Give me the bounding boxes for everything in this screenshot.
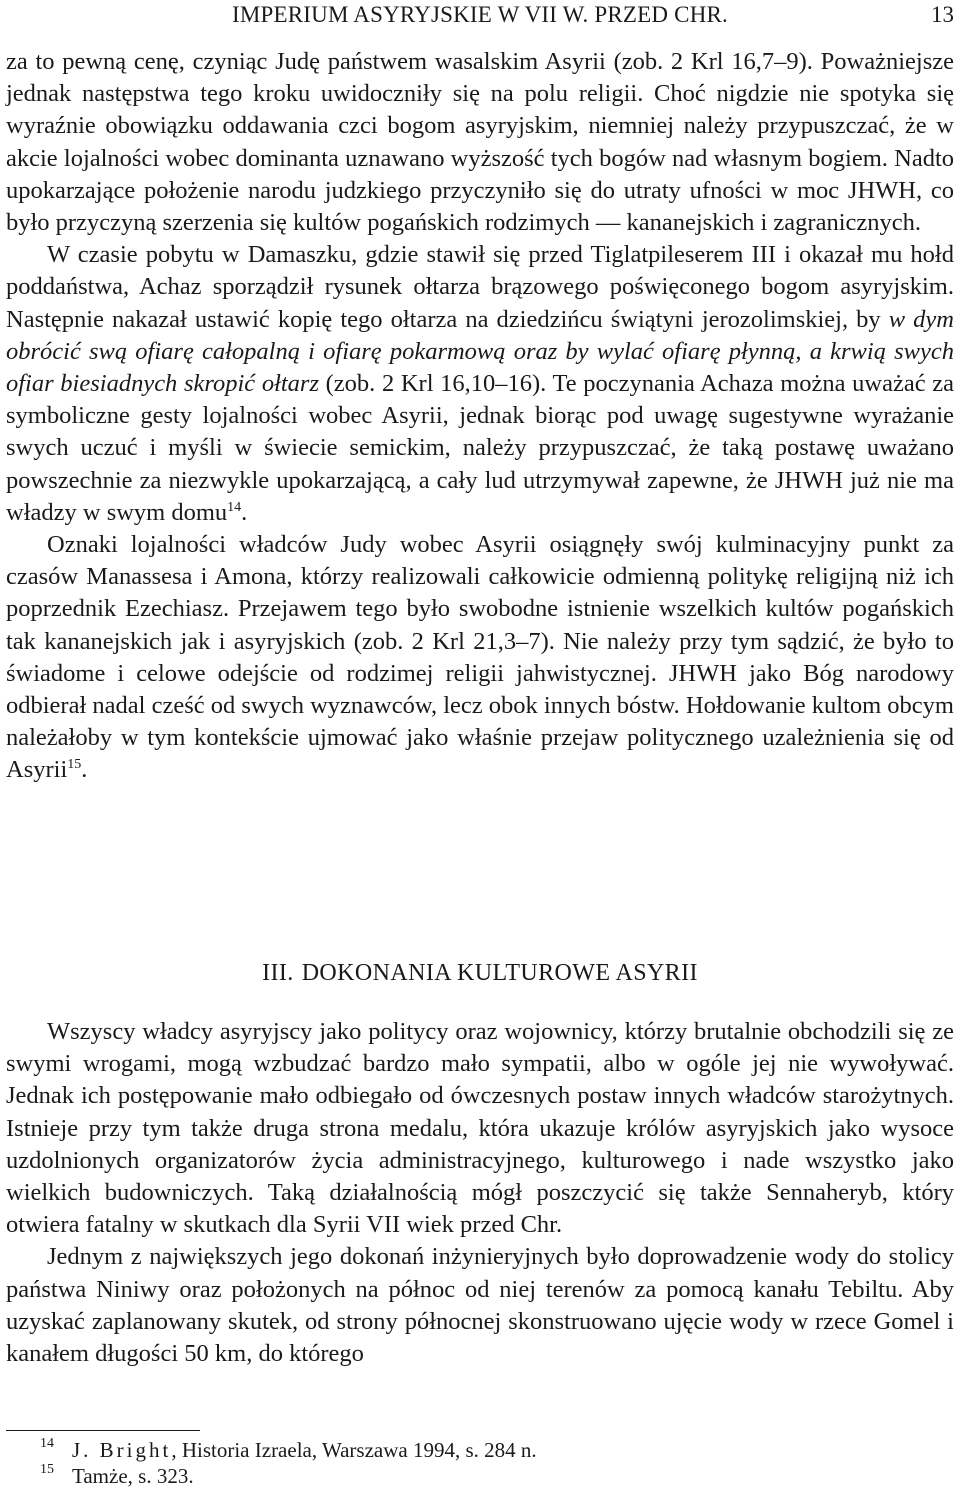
paragraph-4 (6, 1016, 954, 1241)
body-text-lower (6, 1016, 954, 1370)
paragraph-5 (6, 1241, 954, 1370)
running-title: IMPERIUM ASYRYJSKIE W VII W. PRZED CHR. (232, 2, 728, 27)
paragraph-2 (6, 239, 954, 529)
page-number: 13 (931, 2, 954, 27)
biblical-quote: w dym obrócić swą ofiarę całopalną i ofiarę pokarmową oraz by wylać ofiarę płynną, a krwią swych ofiar biesiadnych skropić ołtarz (6, 305, 955, 398)
footnote-separator (6, 1430, 200, 1431)
footnote-text: , Historia Izraela, Warszawa 1994, s. 284 n. (171, 1438, 537, 1462)
footnote-text: Tamże, s. 323. (72, 1464, 194, 1488)
footnote-ref-15[interactable]: 15 (67, 757, 82, 773)
paragraph-1-text: za to pewną cenę, czyniąc Judę państwem wasalskim Asyrii (zob. 2 Krl 16,7–9). Poważniejsze jednak następstwa tego kroku uwidoczniły się na polu religii. Choć nigdzie nie spotyka się wyraźnie obowiązku oddawania czci bogom asyryjskim, niemniej należy przypuszczać, że w akcie lojalności wobec dominanta uznawano wyższość tych bogów nad własnym bogiem. Nadto upokarzające położenie narodu judzkiego przyczyniło się do utraty ufności w moc JHWH, co było przyczyną szerzenia się kultów pogańskich rodzimych — kananejskich i zagranicznych. (6, 48, 954, 237)
footnote-number: 14 (40, 1436, 54, 1451)
paragraph-3-text-a: Oznaki lojalności władców Judy wobec Asyrii osiągnęły swój kulminacyjny punkt za czasów Manassesa i Amona, którzy realizowali całkowicie odmienną politykę religijną niż ich poprzednik Ezechiasz. Przejawem tego było swobodne istnienie wszelkich kultów pogańskich tak kananejskich jak i asyryjskich (zob. 2 Krl 21,3–7). Nie należy przy tym sądzić, że było to świadome i celowe odejście od rodzimej religii jahwistycznej. JHWH jako Bóg narodowy odbierał nadal cześć od swych wyznawców, lecz obok innych bóstw. Hołdowanie kultom obcym należałoby w tym kontekście ujmować jako właśnie przejaw politycznego uzależnienia się od Asyrii (6, 531, 954, 784)
footnote-14 (6, 1437, 954, 1463)
footnote-ref-14[interactable]: 14 (227, 499, 242, 515)
paragraph-3 (6, 529, 954, 787)
footnotes (6, 1437, 954, 1489)
body-text-upper (6, 46, 954, 787)
paragraph-2-text-b: (zob. 2 Krl 16,10–16). Te poczynania Achaza można uważać za symboliczne gesty lojalności wobec Asyrii, jednak biorąc pod uwagę sugestywne wyrażanie swych uczuć i myśli w świecie semickim, należy przypuszczać, że taką postawę uważano powszechnie za niezwykle upokarzającą, a cały lud utrzymywał zapewne, że JHWH już nie ma władzy w swym domu (6, 370, 954, 526)
paragraph-2-text-a: W czasie pobytu w Damaszku, gdzie stawił się przed Tiglatpileserem III i okazał mu hołd poddaństwa, Achaz sporządził rysunek ołtarza brązowego poświęconego bogom asyryjskim. Następnie nakazał ustawić kopię tego ołtarza na dziedzińcu świątyni jerozolimskiej, by (6, 241, 954, 333)
paragraph-3-text-b: . (81, 756, 88, 784)
section-heading (0, 958, 960, 988)
footnote-number: 15 (40, 1462, 54, 1477)
paragraph-5-text: Jednym z największych jego dokonań inżynieryjnych było doprowadzenie wody do stolicy państwa Niniwy oraz położonych na północ od niej terenów za pomocą kanału Tebiltu. Aby uzyskać zaplanowany skutek, od strony północnej skonstruowano ujęcie wody w rzece Gomel i kanałem długości 50 km, do którego (6, 1243, 954, 1368)
footnote-15 (6, 1463, 954, 1489)
section-number: III. (262, 960, 294, 986)
footnote-author: J. Bright (72, 1438, 172, 1462)
section-title: DOKONANIA KULTUROWE ASYRII (301, 960, 698, 986)
paragraph-4-text: Wszyscy władcy asyryjscy jako politycy oraz wojownicy, którzy brutalnie obchodzili się ze swymi wrogami, mogą wzbudzać bardzo mało sympatii, albo w ogóle jej nie wywoływać. Jednak ich postępowanie mało odbiegało od ówczesnych postaw innych władców starożytnych. Istnieje przy tym także druga strona medalu, która ukazuje królów asyryjskich jako wysoce uzdolnionych organizatorów życia administracyjnego, kulturowego i nade wszystko jako wielkich budowniczych. Taką działalnością mógł poszczycić się także Sennaheryb, który otwiera fatalny w skutkach dla Syrii VII wiek przed Chr. (6, 1018, 954, 1239)
paragraph-1 (6, 46, 954, 239)
running-head (0, 0, 960, 34)
paragraph-2-text-c: . (241, 498, 248, 526)
